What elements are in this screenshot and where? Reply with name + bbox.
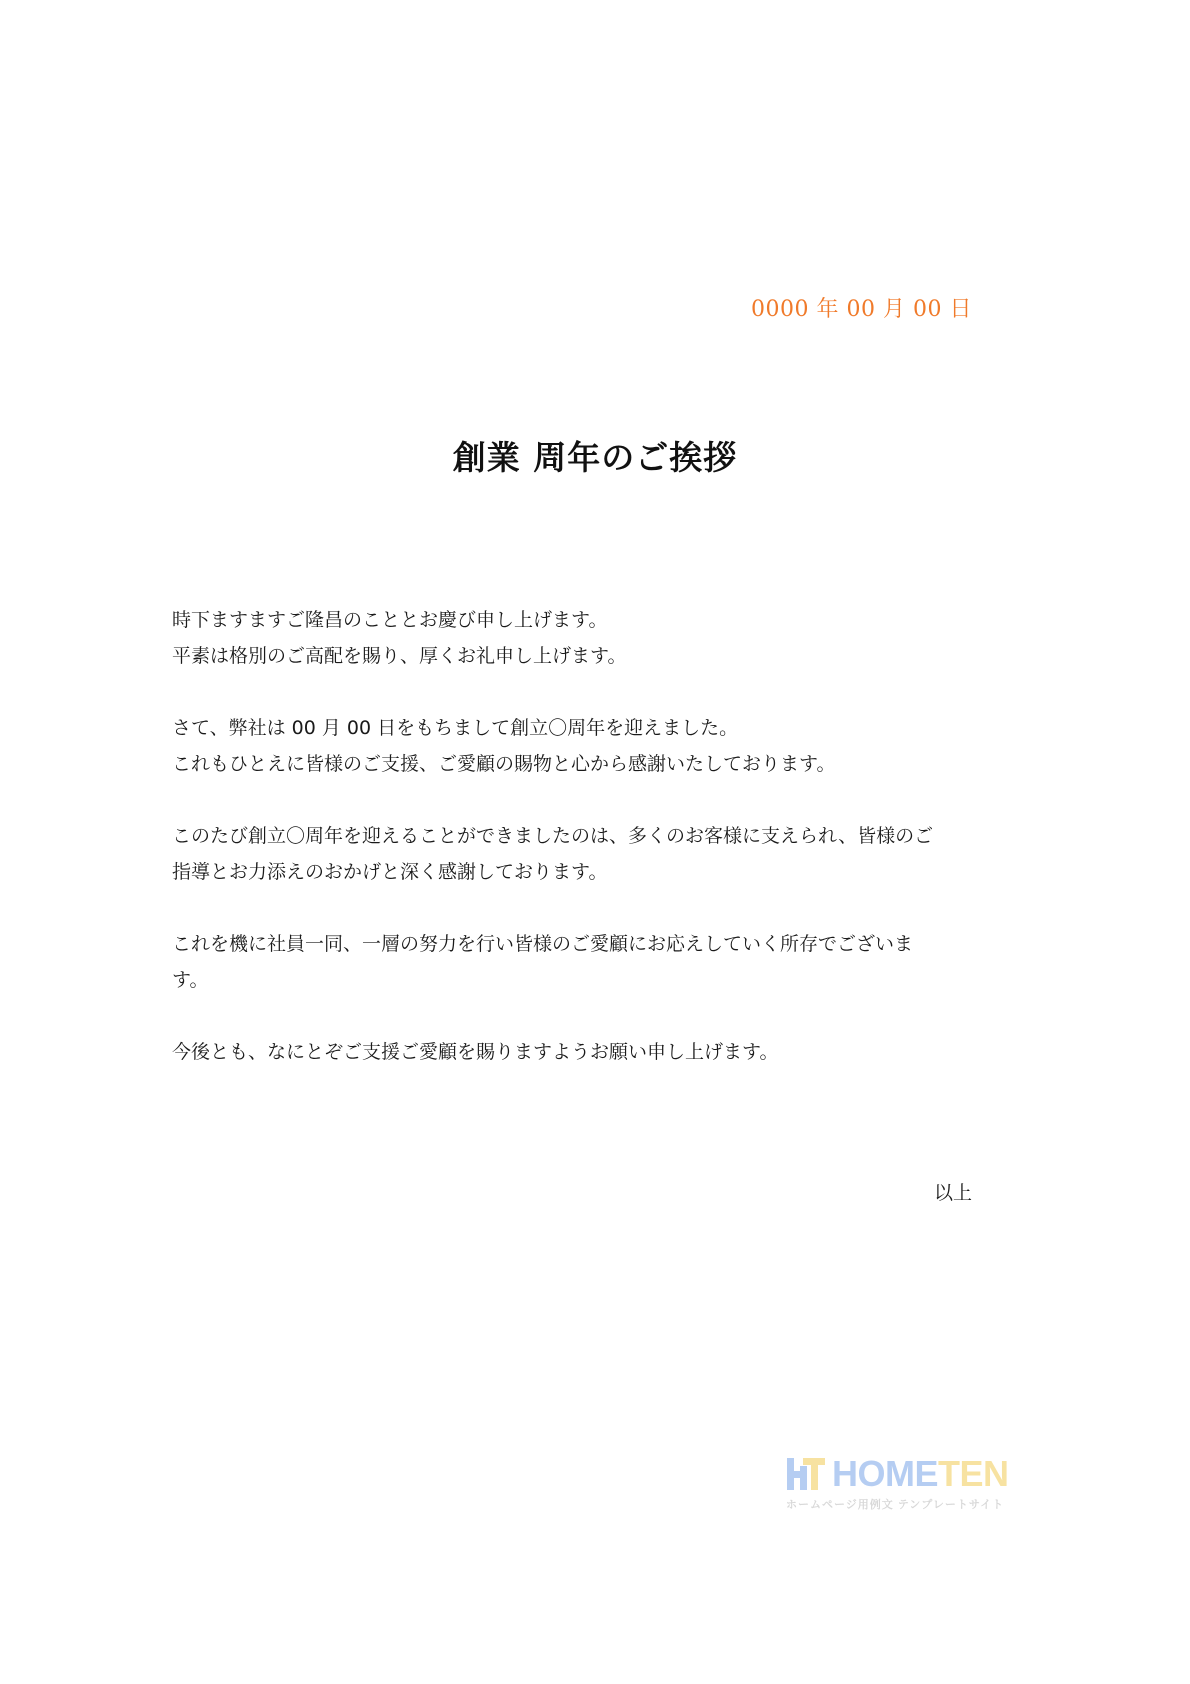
body-line: さて、弊社は 00 月 00 日をもちまして創立〇周年を迎えました。 <box>172 717 739 739</box>
body-line: 平素は格別のご高配を賜り、厚くお礼申し上げます。 <box>172 645 627 667</box>
paragraph-greeting <box>172 602 1022 674</box>
body-line: す。 <box>172 969 209 991</box>
letter-title: 創業 周年のご挨拶 <box>452 438 738 477</box>
hometen-wordmark <box>832 1452 1009 1496</box>
logo-ten-text: TEN <box>938 1453 1009 1494</box>
letter-closing: 以上 <box>933 1182 972 1204</box>
body-line: これを機に社員一同、一層の努力を行い皆様のご愛顧にお応えしていく所存でございま <box>172 933 914 955</box>
logo-tagline: ホームページ用例文 テンプレートサイト <box>786 1499 1005 1511</box>
body-line: このたび創立〇周年を迎えることができましたのは、多くのお客様に支えられ、皆様のご <box>172 825 934 847</box>
body-line: 時下ますますご隆昌のこととお慶び申し上げます。 <box>172 609 608 631</box>
paragraph-gratitude <box>172 818 1022 890</box>
body-line: 指導とお力添えのおかげと深く感謝しております。 <box>172 861 608 883</box>
hometen-logo-mark-icon <box>786 1456 826 1492</box>
paragraph-announcement <box>172 710 1022 782</box>
letter-body <box>172 602 1022 1106</box>
body-line: 今後とも、なにとぞご支援ご愛顧を賜りますようお願い申し上げます。 <box>172 1041 779 1063</box>
letter-date: 0000 年 00 月 00 日 <box>751 297 972 322</box>
hometen-logo <box>786 1452 1018 1512</box>
logo-home-text: HOME <box>832 1453 938 1494</box>
paragraph-commitment <box>172 926 1022 998</box>
body-line: これもひとえに皆様のご支援、ご愛顧の賜物と心から感謝いたしております。 <box>172 753 836 775</box>
paragraph-request <box>172 1034 1022 1070</box>
